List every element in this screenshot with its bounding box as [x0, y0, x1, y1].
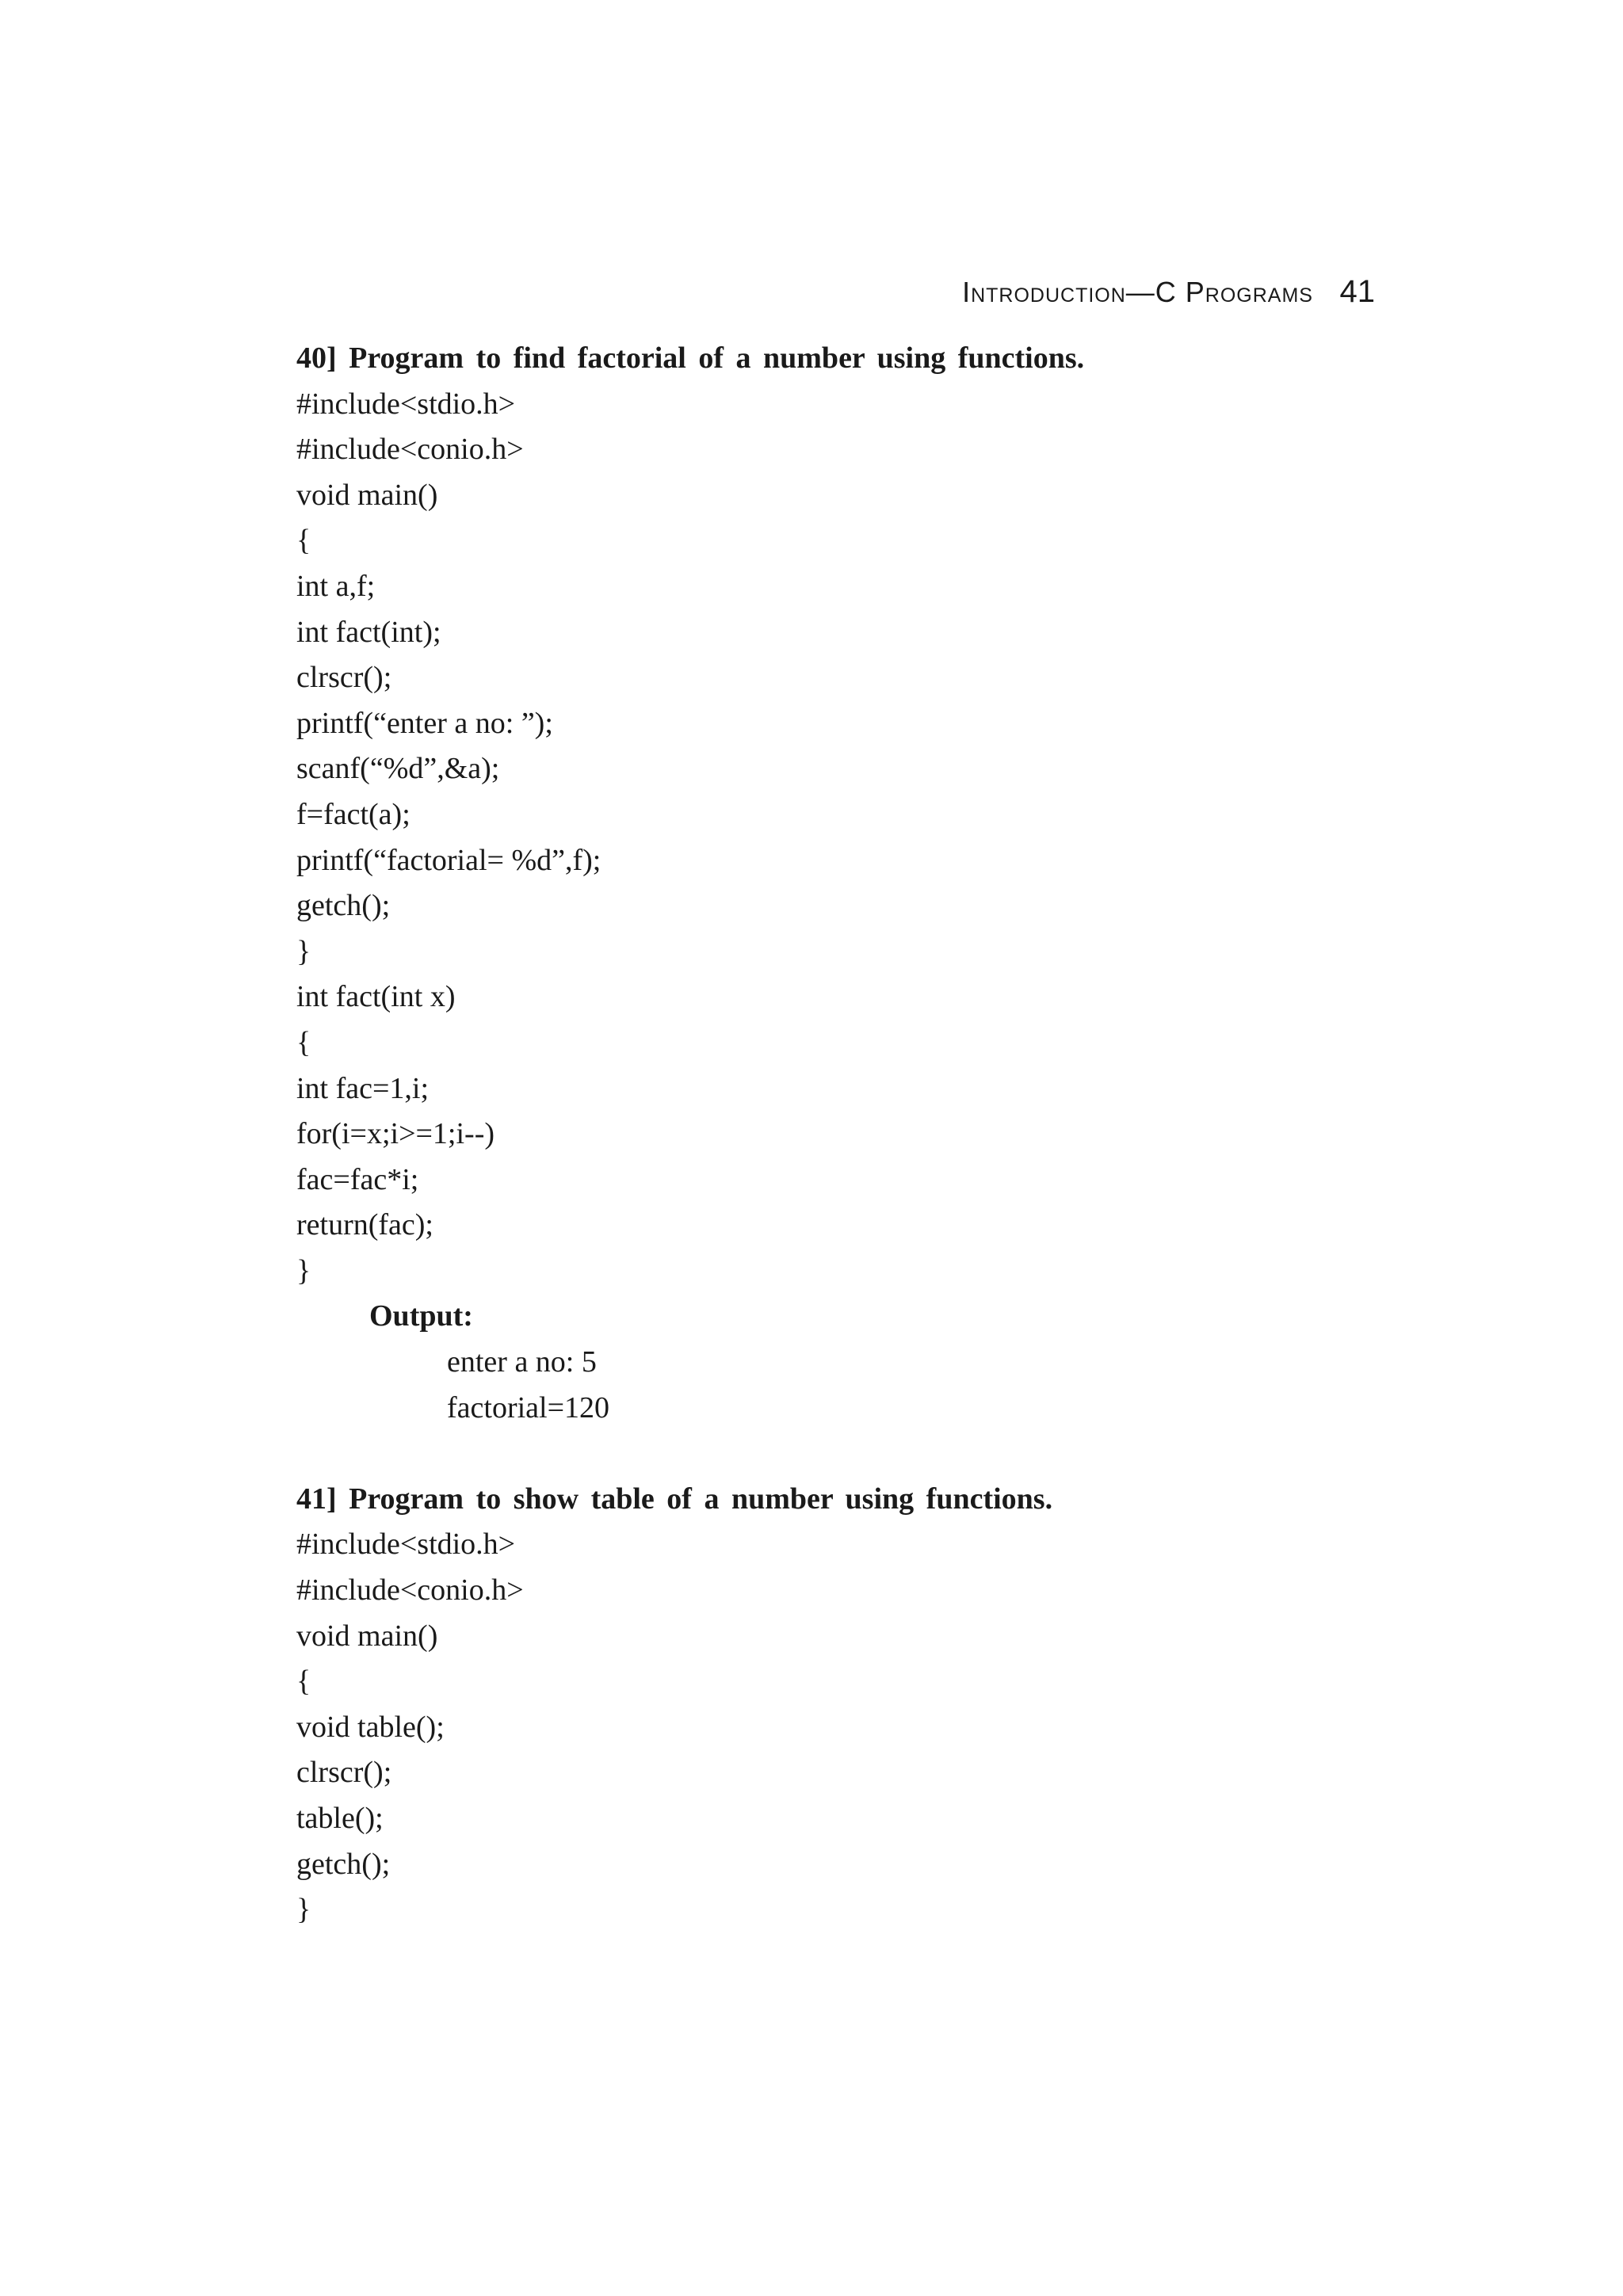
output-line: factorial=120: [447, 1390, 610, 1425]
program-41-code: [296, 1522, 1406, 1932]
code-line: clrscr();: [296, 1756, 392, 1790]
code-line: void table();: [296, 1710, 445, 1744]
code-line: for(i=x;i>=1;i--): [296, 1117, 495, 1151]
code-line: fac=fac*i;: [296, 1162, 419, 1196]
code-line: {: [296, 524, 311, 558]
code-line: int a,f;: [296, 569, 376, 603]
code-line: getch();: [296, 889, 391, 923]
code-line: #include<stdio.h>: [296, 387, 516, 421]
code-line: return(fac);: [296, 1208, 433, 1242]
code-line: #include<conio.h>: [296, 1573, 524, 1608]
code-line: }: [296, 1253, 311, 1287]
code-line: {: [296, 1025, 311, 1059]
code-line: int fact(int x): [296, 980, 456, 1014]
program-40-code: [296, 382, 1406, 1295]
code-line: void main(): [296, 478, 438, 512]
code-line: {: [296, 1665, 311, 1699]
code-line: }: [296, 1893, 311, 1927]
header-title: Introduction—C Programs: [962, 276, 1313, 308]
code-line: #include<conio.h>: [296, 433, 524, 467]
program-41-heading: 41] Program to show table of a number using functions.: [296, 1482, 1053, 1516]
code-line: getch();: [296, 1847, 391, 1881]
code-line: printf(“factorial= %d”,f);: [296, 843, 601, 877]
page-number: 41: [1339, 274, 1375, 309]
code-line: int fact(int);: [296, 615, 441, 649]
code-line: scanf(“%d”,&a);: [296, 752, 500, 786]
program-40-heading: 40] Program to find factorial of a number using functions.: [296, 341, 1085, 375]
code-line: void main(): [296, 1619, 438, 1653]
code-line: #include<stdio.h>: [296, 1527, 516, 1562]
code-line: }: [296, 934, 311, 968]
code-line: printf(“enter a no: ”);: [296, 706, 553, 740]
code-line: table();: [296, 1802, 384, 1835]
section-spacer: [296, 1431, 1406, 1477]
code-line: int fac=1,i;: [296, 1071, 430, 1105]
page-content: [296, 336, 1406, 1933]
code-line: clrscr();: [296, 661, 392, 695]
code-line: f=fact(a);: [296, 797, 411, 831]
running-header: [0, 276, 1375, 315]
output-label: Output:: [369, 1299, 473, 1333]
output-line: enter a no: 5: [447, 1345, 597, 1379]
